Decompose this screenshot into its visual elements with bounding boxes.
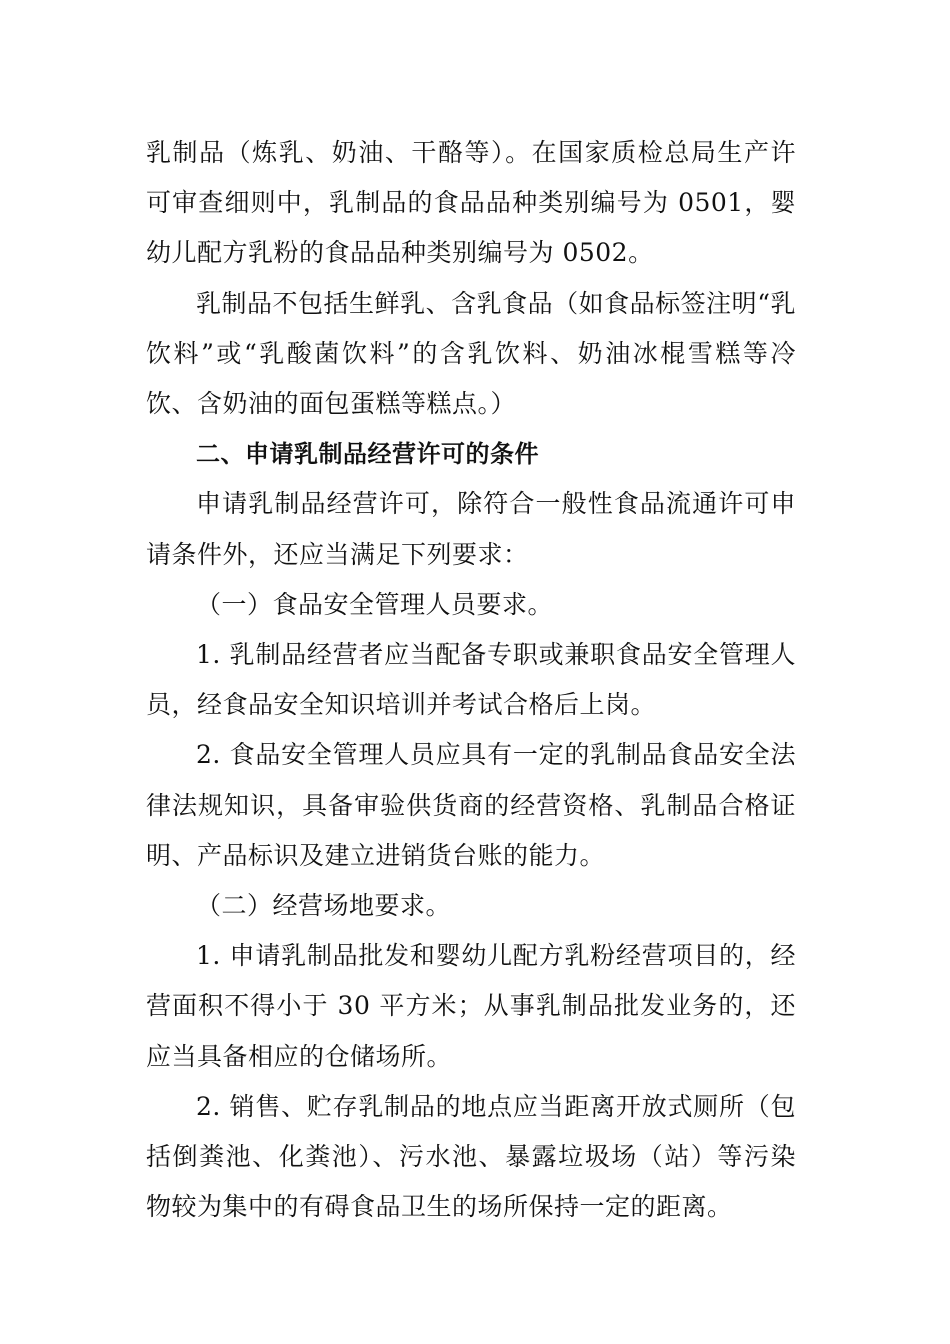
document-body (146, 128, 796, 1232)
subheading-safety-personnel: （一）食品安全管理人员要求。 (196, 589, 554, 619)
paragraph-dairy-definition-continued: 乳制品（炼乳、奶油、干酪等）。在国家质检总局生产许可审查细则中，乳制品的食品品种类别编号为 0501，婴幼儿配方乳粉的食品品种类别编号为 0502。 (146, 138, 796, 268)
subheading-premises: （二）经营场地要求。 (196, 891, 452, 921)
paragraph-conditions-intro: 申请乳制品经营许可，除符合一般性食品流通许可申请条件外，还应当满足下列要求： (146, 489, 796, 569)
section-heading-conditions: 二、申请乳制品经营许可的条件 (196, 440, 539, 469)
item-personnel-requirement-2: 2. 食品安全管理人员应具有一定的乳制品食品安全法律法规知识，具备审验供货商的经营资格、乳制品合格证明、产品标识及建立进销货台账的能力。 (146, 740, 796, 870)
paragraph-dairy-exclusions: 乳制品不包括生鲜乳、含乳食品（如食品标签注明“乳饮料”或“乳酸菌饮料”的含乳饮料、奶油冰棍雪糕等冷饮、含奶油的面包蛋糕等糕点。） (146, 288, 796, 419)
item-premises-requirement-2: 2. 销售、贮存乳制品的地点应当距离开放式厕所（包括倒粪池、化粪池）、污水池、暴露垃圾场（站）等污染物较为集中的有碍食品卫生的场所保持一定的距离。 (146, 1091, 796, 1222)
item-premises-requirement-1: 1. 申请乳制品批发和婴幼儿配方乳粉经营项目的，经营面积不得小于 30 平方米；从事乳制品批发业务的，还应当具备相应的仓储场所。 (146, 941, 796, 1071)
item-personnel-requirement-1: 1. 乳制品经营者应当配备专职或兼职食品安全管理人员，经食品安全知识培训并考试合格后上岗。 (146, 640, 796, 720)
